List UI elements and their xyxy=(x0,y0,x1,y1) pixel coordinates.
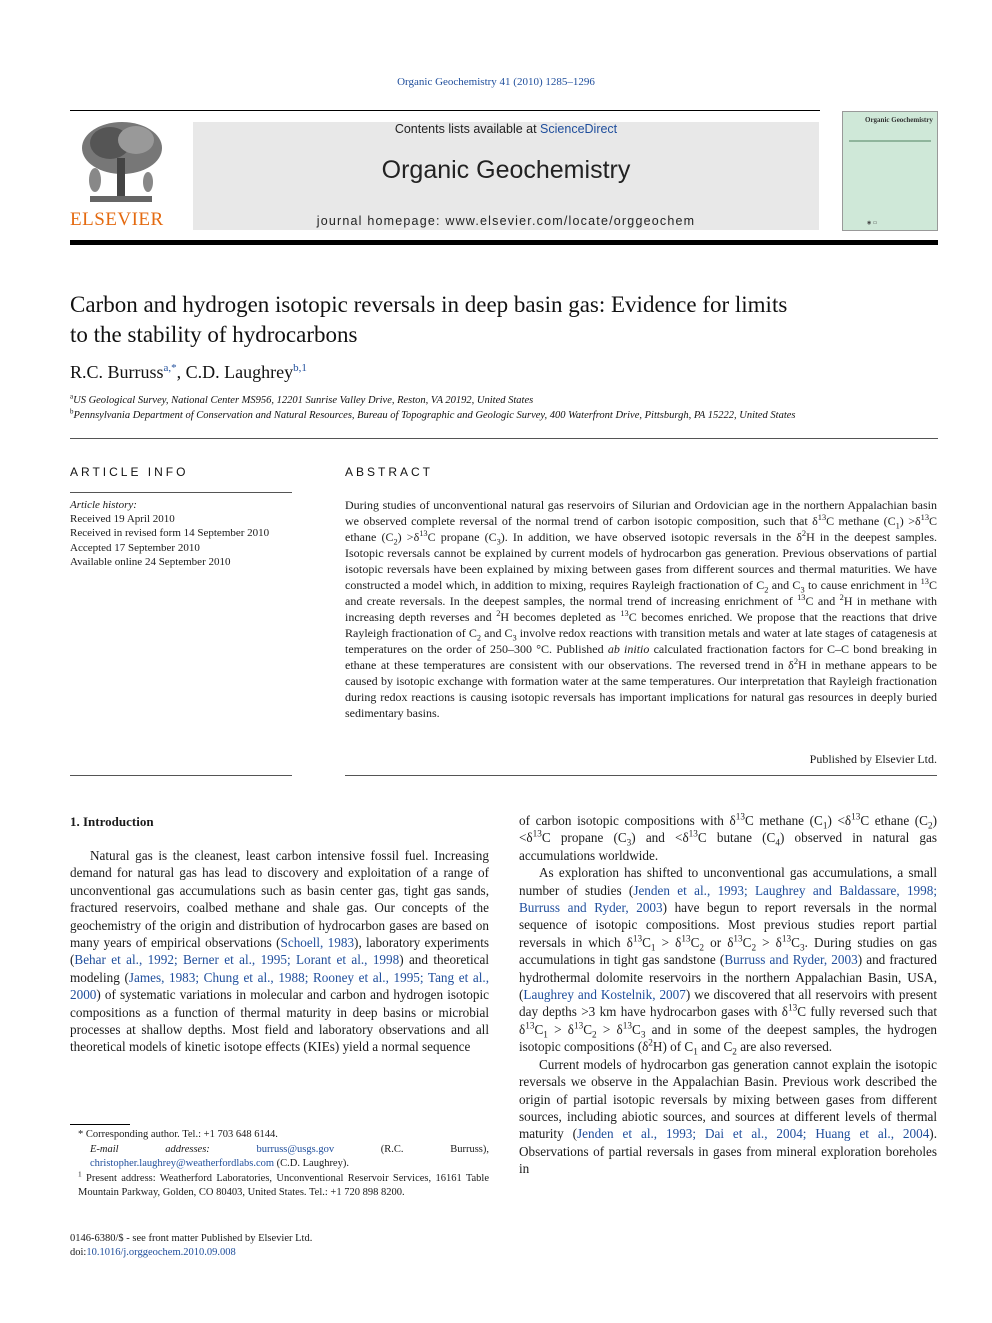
journal-homepage[interactable]: journal homepage: www.elsevier.com/locate/orggeochem xyxy=(316,214,696,228)
history-revised: Received in revised form 14 September 2010 xyxy=(70,527,270,540)
issn-line: 0146-6380/$ - see front matter Published by Elsevier Ltd. xyxy=(70,1233,313,1244)
title-line-2: to the stability of hydrocarbons xyxy=(70,322,358,347)
sciencedirect-link[interactable]: ScienceDirect xyxy=(540,122,618,136)
corresponding-text: Corresponding author. Tel.: +1 703 648 6144. xyxy=(85,1129,278,1140)
contents-prefix: Contents lists available at xyxy=(394,122,541,136)
author-2-affil[interactable]: b,1 xyxy=(293,362,307,374)
intro-paragraph-2: As exploration has shifted to unconventional gas accumulations, a small number of studies (Jenden et al., 1993; Laughrey and Baldassare, 1998; Burruss and Ryder, 2003) have begun to report reversals in the normal sequence of isotopic compositions. Most previous studies report partial reversals in which $\delta^{13}C_1 > \delta^{13}C_2$ or $\delta^{13}C_2 > \delta^{13}C_3$. During studies on gas accumulations in tight gas sandstone (Burruss and Ryder, 2003) and fractured hydrothermal dolomite reservoirs in the northern Appalachian Basin, USA, (Laughrey and Kostelnik, 2007) we discovered that all reservoirs with present day depths >3 km have hydrocarbon gases with $\delta^{13}C$ fully reversed such that $\delta^{13}C_1 > \delta^{13}C_2 > \delta^{13}C_3$ and in some of the deepest samples, the hydrogen isotopic compositions $(\delta^2H)$ of $C_1$ and $C_2$ are also reversed. xyxy=(519,865,938,1057)
ref-burruss[interactable]: Burruss and Ryder, 2003 xyxy=(724,952,858,968)
journal-header-band xyxy=(193,122,819,230)
intro-column-right xyxy=(519,812,937,1178)
intro-paragraph-1-cont: of carbon isotopic compositions with $\delta^{13}C$ methane $(C_1) <\delta^{13}C$ ethane $(C_2) <\delta^{13}C$ propane $(C_3)$ and $<\delta^{13}C$ butane $(C_4)$ observed in natural gas accumulations worldwide. xyxy=(519,811,938,863)
doi-link[interactable]: 10.1016/j.orggeochem.2010.09.008 xyxy=(86,1247,236,1258)
cover-stripe xyxy=(849,140,931,142)
ref-jenden-dai[interactable]: Jenden et al., 1993; Dai et al., 2004; Huang et al., 2004 xyxy=(577,1126,930,1142)
author-1: R.C. Burruss xyxy=(70,362,164,382)
cover-title: Organic Geochemistry xyxy=(865,116,933,124)
footnote-rule xyxy=(70,1124,130,1125)
author-list xyxy=(70,362,307,383)
affiliation-a xyxy=(70,392,534,406)
ref-james[interactable]: James, 1983; Chung et al., 1988; Rooney et al., 1995; Tang et al., 2000 xyxy=(70,969,489,1003)
author-separator: , xyxy=(176,362,186,382)
elsevier-tree-icon xyxy=(70,118,170,208)
article-history xyxy=(70,498,300,569)
footnote-corresponding: * Corresponding author. Tel.: +1 703 648 6144. xyxy=(78,1129,278,1140)
affiliation-b xyxy=(70,407,796,421)
present-address-text: Present address: Weatherford Laboratories, Unconventional Reservoir Services, 16161 Table Mountain Parkway, Golden, CO 80403, United States. Tel.: +1 720 898 8200. xyxy=(78,1173,489,1198)
email-laughrey-name: (C.D. Laughrey). xyxy=(276,1158,349,1169)
footnote-emails xyxy=(70,1143,489,1171)
footnote-present-address: $^1$ Present address: Weatherford Laboratories, Unconventional Reservoir Services, 16161 Table Mountain Parkway, Golden, CO 80403, United States. Tel.: +1 720 898 8200. xyxy=(78,1169,489,1198)
elsevier-wordmark: ELSEVIER xyxy=(70,209,164,230)
section-rule xyxy=(70,438,938,439)
history-label: Article history: xyxy=(70,499,137,511)
ref-behar[interactable]: Behar et al., 1992; Berner et al., 1995; Lorant et al., 1998 xyxy=(74,952,400,968)
elsevier-logo[interactable] xyxy=(70,118,175,233)
journal-cover-thumbnail[interactable] xyxy=(842,111,938,231)
intro-paragraph-3: Current models of hydrocarbon gas generation cannot explain the isotopic reversals we observe in the Appalachian Basin. Previous work described the origin of partial isotopic reversals by mixing between gases from different sources, including abiotic sources, and sources at different levels of thermal maturity (Jenden et al., 1993; Dai et al., 2004; Huang et al., 2004). Observations of partial reversals in gases from mineral exploration boreholes in xyxy=(519,1056,937,1177)
email-label: E-mail addresses: xyxy=(90,1144,210,1155)
article-info-bottom-rule xyxy=(70,775,292,776)
journal-title: Organic Geochemistry xyxy=(381,156,631,184)
ref-jenden[interactable]: Jenden et al., 1993; Laughrey and Baldassare, 1998; Burruss and Ryder, 2003 xyxy=(519,882,937,916)
header-rule xyxy=(70,110,820,111)
article-title xyxy=(70,290,930,350)
article-info-heading: ARTICLE INFO xyxy=(70,465,189,479)
ref-schoell[interactable]: Schoell, 1983 xyxy=(280,935,355,951)
journal-citation[interactable]: Organic Geochemistry 41 (2010) 1285–1296 xyxy=(397,76,595,88)
email-laughrey[interactable]: christopher.laughrey@weatherfordlabs.com xyxy=(90,1158,275,1169)
affiliation-a-text: US Geological Survey, National Center MS956, 12201 Sunrise Valley Drive, Reston, VA 20192, United States xyxy=(73,395,534,406)
ref-laughrey[interactable]: Laughrey and Kostelnik, 2007 xyxy=(523,987,686,1003)
history-accepted: Accepted 17 September 2010 xyxy=(70,541,200,554)
intro-heading: 1. Introduction xyxy=(70,814,154,829)
author-2: C.D. Laughrey xyxy=(185,362,294,382)
doi-line xyxy=(70,1246,312,1260)
history-online: Available online 24 September 2010 xyxy=(70,555,231,568)
abstract-heading: ABSTRACT xyxy=(345,465,434,479)
abstract-body: During studies of unconventional natural gas reservoirs of Silurian and Ordovician age in the northern Appalachian basin we observed complete reversal of the normal trend of carbon isotopic composition, such that $\delta^{13}C$ methane $(C_1) >\delta^{13}C$ ethane $(C_2) >\delta^{13}C$ propane $(C_3)$. In addition, we have observed isotopic reversals in the $\delta^2H$ in the deepest samples. Isotopic reversals cannot be explained by current models of hydrocarbon gas generation. Previous observations of partial isotopic reversals have been explained by mixing between gases from different sources and thermal maturities. We have constructed a model which, in addition to mixing, requires Rayleigh fractionation of $C_2$ and $C_3$ to cause enrichment in $^{13}$C and create reversals. In the deepest samples, the normal trend of increasing enrichment of $^{13}$C and $^2$H in methane with increasing depth reverses and $^2$H becomes depleted as $^{13}$C becomes enriched. We propose that the reactions that drive Rayleigh fractionation of $C_2$ and $C_3$ involve redox reactions with transition metals and water at late stages of catagenesis at temperatures on the order of 250–300 °C. Published ab initio calculated fractionation factors for C–C bond breaking in ethane at these temperatures are consistent with our observations. The reversed trend in $\delta^2H$ in methane appears to be caused by isotopic exchange with formation water at the same temperatures. Our interpretation that Rayleigh fractionation during redox reactions is causing isotopic reversals has important implications for natural gas resources in deeply buried sedimentary basins. xyxy=(345,498,938,720)
doi-label: doi: xyxy=(70,1247,87,1258)
author-1-affil[interactable]: a,* xyxy=(163,362,177,374)
published-by: Published by Elsevier Ltd. xyxy=(809,752,937,766)
header-thick-rule xyxy=(70,240,938,245)
affiliation-b-label: b xyxy=(70,407,74,416)
affiliation-a-label: a xyxy=(70,392,74,401)
title-line-1: Carbon and hydrogen isotopic reversals in deep basin gas: Evidence for limits xyxy=(70,292,788,317)
email-burruss-name: (R.C. Burruss), xyxy=(380,1144,490,1155)
intro-column-left xyxy=(70,847,489,1056)
intro-paragraph-1: Natural gas is the cleanest, least carbon intensive fossil fuel. Increasing demand for natural gas has lead to discovery and exploitation of a range of unconventional gas accumulations such as basin center gas, tight gas sands, fractured reservoirs, coalbed methane and shale gas. Our concepts of the geochemistry of the origin and distribution of hydrocarbon gases are based on many years of empirical observations (Schoell, 1983), laboratory experiments (Behar et al., 1992; Berner et al., 1995; Lorant et al., 1998) and theoretical modeling (James, 1983; Chung et al., 1988; Rooney et al., 1995; Tang et al., 2000) of systematic variations in molecular and carbon and hydrogen isotopic compositions as a function of thermal maturity in deep basins or microbial processes at shallow depths. Most field and laboratory observations and all theoretical models of kinetic isotope effects (KIEs) yield a normal sequence xyxy=(70,848,489,1055)
email-burruss[interactable]: burruss@usgs.gov xyxy=(256,1144,335,1155)
history-received: Received 19 April 2010 xyxy=(70,513,175,526)
abstract-rule xyxy=(345,775,937,776)
bottom-meta xyxy=(70,1232,312,1260)
affiliation-b-text: Pennsylvania Department of Conservation and Natural Resources, Bureau of Topographic and Geologic Survey, 400 Waterfront Drive, Pittsburgh, PA 15222, United States xyxy=(73,410,796,421)
contents-line xyxy=(193,122,819,136)
cover-publisher-icon: ◉ ▭ xyxy=(867,221,878,226)
article-info-rule xyxy=(70,492,292,493)
